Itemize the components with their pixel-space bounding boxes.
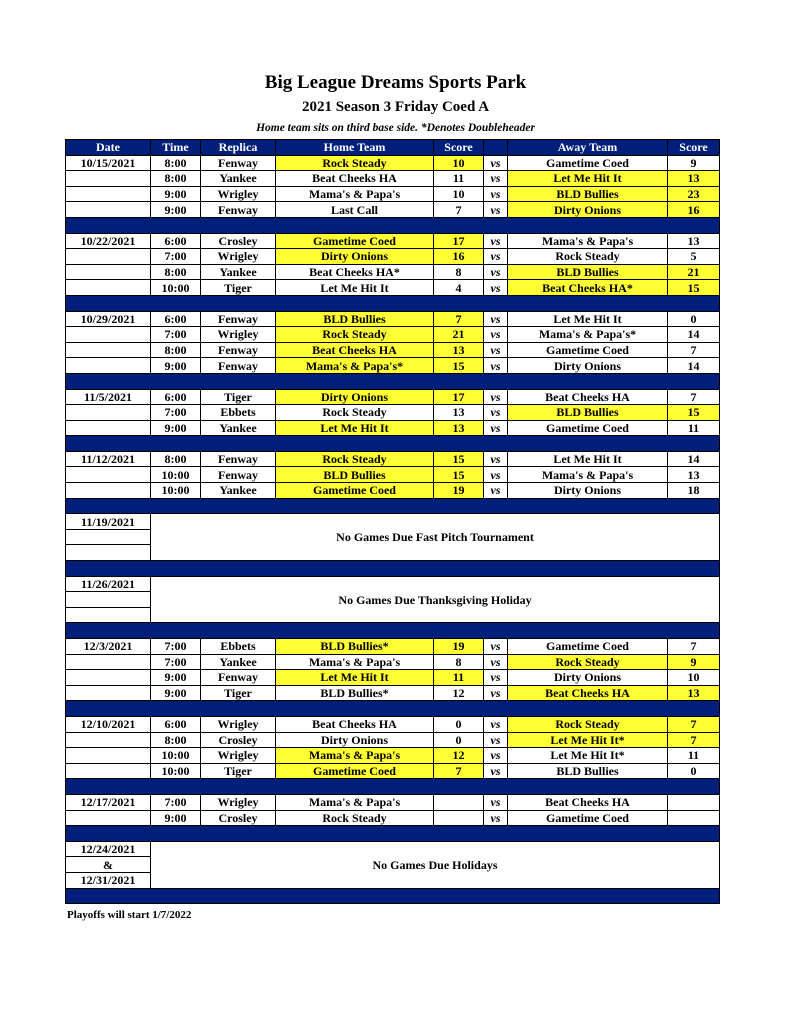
vs-label: vs <box>484 202 508 218</box>
home-team-cell: Mama's & Papa's* <box>276 358 434 374</box>
game-row <box>66 389 720 405</box>
home-team-cell: Gametime Coed <box>276 233 434 249</box>
time-cell: 9:00 <box>151 202 201 218</box>
vs-label: vs <box>484 467 508 483</box>
home-team-cell: Beat Cheeks HA <box>276 171 434 187</box>
date-cell <box>66 420 151 436</box>
home-score-cell: 17 <box>434 389 484 405</box>
week-separator <box>66 701 720 717</box>
date-cell <box>66 405 151 421</box>
field-cell: Wrigley <box>201 748 276 764</box>
column-header: Score <box>434 140 484 156</box>
away-score-cell: 7 <box>668 732 720 748</box>
date-cell <box>66 810 151 826</box>
away-score-cell: 0 <box>668 311 720 327</box>
game-row <box>66 451 720 467</box>
vs-label: vs <box>484 280 508 296</box>
home-team-cell: Dirty Onions <box>276 249 434 265</box>
no-games-message: No Games Due Fast Pitch Tournament <box>151 514 720 561</box>
week-separator <box>66 217 720 233</box>
time-cell: 10:00 <box>151 280 201 296</box>
away-team-cell: Beat Cheeks HA <box>508 389 668 405</box>
home-team-cell: Mama's & Papa's <box>276 748 434 764</box>
away-score-cell <box>668 794 720 810</box>
vs-label: vs <box>484 311 508 327</box>
game-row <box>66 716 720 732</box>
date-cell: 12/24/2021 <box>66 841 151 857</box>
home-score-cell <box>434 810 484 826</box>
field-cell: Ebbets <box>201 405 276 421</box>
field-cell: Crosley <box>201 732 276 748</box>
vs-label: vs <box>484 186 508 202</box>
vs-label: vs <box>484 451 508 467</box>
away-team-cell: BLD Bullies <box>508 763 668 779</box>
home-score-cell: 19 <box>434 639 484 655</box>
game-row <box>66 342 720 358</box>
vs-label: vs <box>484 264 508 280</box>
week-separator <box>66 888 720 904</box>
home-team-cell: BLD Bullies <box>276 467 434 483</box>
home-score-cell: 7 <box>434 311 484 327</box>
column-header: Score <box>668 140 720 156</box>
time-cell: 6:00 <box>151 233 201 249</box>
vs-label: vs <box>484 233 508 249</box>
date-cell: 12/31/2021 <box>66 872 151 888</box>
field-cell: Yankee <box>201 654 276 670</box>
away-team-cell: Dirty Onions <box>508 670 668 686</box>
away-team-cell: Gametime Coed <box>508 420 668 436</box>
away-team-cell: Mama's & Papa's* <box>508 327 668 343</box>
column-header: Date <box>66 140 151 156</box>
away-team-cell: Let Me Hit It* <box>508 748 668 764</box>
home-score-cell: 13 <box>434 405 484 421</box>
field-cell: Wrigley <box>201 794 276 810</box>
game-row <box>66 327 720 343</box>
message-row <box>66 576 720 592</box>
date-cell <box>66 685 151 701</box>
date-cell: 11/26/2021 <box>66 576 151 592</box>
week-separator <box>66 561 720 577</box>
date-cell <box>66 186 151 202</box>
field-cell: Fenway <box>201 670 276 686</box>
field-cell: Crosley <box>201 233 276 249</box>
date-cell <box>66 545 151 561</box>
time-cell: 10:00 <box>151 467 201 483</box>
away-score-cell: 13 <box>668 685 720 701</box>
field-cell: Yankee <box>201 420 276 436</box>
time-cell: 9:00 <box>151 420 201 436</box>
home-score-cell: 10 <box>434 155 484 171</box>
date-cell <box>66 763 151 779</box>
away-team-cell: BLD Bullies <box>508 264 668 280</box>
page-title: Big League Dreams Sports Park <box>264 72 527 93</box>
vs-label: vs <box>484 639 508 655</box>
message-row <box>66 514 720 530</box>
time-cell: 6:00 <box>151 311 201 327</box>
game-row <box>66 186 720 202</box>
date-cell <box>66 202 151 218</box>
time-cell: 8:00 <box>151 171 201 187</box>
time-cell: 9:00 <box>151 685 201 701</box>
home-score-cell <box>434 794 484 810</box>
field-cell: Wrigley <box>201 249 276 265</box>
field-cell: Fenway <box>201 467 276 483</box>
away-score-cell: 16 <box>668 202 720 218</box>
date-cell <box>66 529 151 545</box>
away-team-cell: Beat Cheeks HA <box>508 685 668 701</box>
field-cell: Wrigley <box>201 716 276 732</box>
no-games-message: No Games Due Thanksgiving Holiday <box>151 576 720 623</box>
away-team-cell: Beat Cheeks HA <box>508 794 668 810</box>
away-score-cell: 21 <box>668 264 720 280</box>
home-team-cell: Dirty Onions <box>276 732 434 748</box>
week-separator <box>66 779 720 795</box>
away-score-cell: 11 <box>668 748 720 764</box>
vs-label: vs <box>484 794 508 810</box>
away-score-cell: 14 <box>668 451 720 467</box>
time-cell: 8:00 <box>151 155 201 171</box>
away-team-cell: Mama's & Papa's <box>508 233 668 249</box>
home-score-cell: 0 <box>434 716 484 732</box>
date-cell: 12/17/2021 <box>66 794 151 810</box>
home-score-cell: 11 <box>434 171 484 187</box>
away-score-cell: 15 <box>668 280 720 296</box>
home-team-cell: Gametime Coed <box>276 763 434 779</box>
game-row <box>66 670 720 686</box>
vs-label: vs <box>484 155 508 171</box>
away-score-cell: 9 <box>668 155 720 171</box>
date-cell <box>66 358 151 374</box>
away-score-cell: 11 <box>668 420 720 436</box>
home-team-cell: Beat Cheeks HA <box>276 716 434 732</box>
time-cell: 7:00 <box>151 654 201 670</box>
away-team-cell: Gametime Coed <box>508 155 668 171</box>
field-cell: Tiger <box>201 763 276 779</box>
time-cell: 9:00 <box>151 358 201 374</box>
home-team-cell: BLD Bullies* <box>276 685 434 701</box>
column-header: Time <box>151 140 201 156</box>
away-score-cell: 7 <box>668 342 720 358</box>
week-separator <box>66 623 720 639</box>
time-cell: 8:00 <box>151 264 201 280</box>
away-team-cell: Let Me Hit It <box>508 311 668 327</box>
away-score-cell: 0 <box>668 763 720 779</box>
date-cell: 10/15/2021 <box>66 155 151 171</box>
away-team-cell: Gametime Coed <box>508 810 668 826</box>
away-team-cell: BLD Bullies <box>508 405 668 421</box>
home-score-cell: 16 <box>434 249 484 265</box>
date-cell <box>66 467 151 483</box>
week-separator <box>66 436 720 452</box>
away-team-cell: Rock Steady <box>508 654 668 670</box>
date-cell: 12/3/2021 <box>66 639 151 655</box>
field-cell: Fenway <box>201 155 276 171</box>
time-cell: 6:00 <box>151 716 201 732</box>
message-row <box>66 841 720 857</box>
time-cell: 10:00 <box>151 483 201 499</box>
field-cell: Fenway <box>201 311 276 327</box>
away-team-cell: Let Me Hit It <box>508 451 668 467</box>
home-team-cell: Gametime Coed <box>276 483 434 499</box>
game-row <box>66 639 720 655</box>
away-score-cell: 14 <box>668 358 720 374</box>
column-header <box>484 140 508 156</box>
vs-label: vs <box>484 763 508 779</box>
home-score-cell: 11 <box>434 670 484 686</box>
game-row <box>66 654 720 670</box>
date-cell <box>66 483 151 499</box>
home-score-cell: 8 <box>434 264 484 280</box>
away-score-cell: 10 <box>668 670 720 686</box>
game-row <box>66 405 720 421</box>
date-cell <box>66 171 151 187</box>
away-team-cell: Let Me Hit It* <box>508 732 668 748</box>
home-team-cell: Dirty Onions <box>276 389 434 405</box>
away-score-cell: 23 <box>668 186 720 202</box>
home-team-cell: Rock Steady <box>276 451 434 467</box>
home-score-cell: 15 <box>434 467 484 483</box>
date-cell <box>66 607 151 623</box>
game-row <box>66 155 720 171</box>
home-team-cell: Let Me Hit It <box>276 420 434 436</box>
game-row <box>66 810 720 826</box>
away-score-cell <box>668 810 720 826</box>
vs-label: vs <box>484 732 508 748</box>
home-score-cell: 10 <box>434 186 484 202</box>
game-row <box>66 794 720 810</box>
away-score-cell: 7 <box>668 639 720 655</box>
away-team-cell: Gametime Coed <box>508 639 668 655</box>
vs-label: vs <box>484 810 508 826</box>
away-score-cell: 13 <box>668 171 720 187</box>
game-row <box>66 233 720 249</box>
field-cell: Yankee <box>201 171 276 187</box>
time-cell: 7:00 <box>151 794 201 810</box>
home-score-cell: 8 <box>434 654 484 670</box>
date-cell <box>66 670 151 686</box>
field-cell: Ebbets <box>201 639 276 655</box>
game-row <box>66 249 720 265</box>
field-cell: Fenway <box>201 451 276 467</box>
field-cell: Tiger <box>201 685 276 701</box>
date-cell: 11/19/2021 <box>66 514 151 530</box>
away-score-cell: 5 <box>668 249 720 265</box>
home-score-cell: 13 <box>434 420 484 436</box>
time-cell: 9:00 <box>151 810 201 826</box>
date-cell <box>66 654 151 670</box>
home-team-cell: BLD Bullies* <box>276 639 434 655</box>
vs-label: vs <box>484 389 508 405</box>
field-cell: Tiger <box>201 280 276 296</box>
time-cell: 10:00 <box>151 748 201 764</box>
time-cell: 10:00 <box>151 763 201 779</box>
time-cell: 7:00 <box>151 639 201 655</box>
week-separator <box>66 373 720 389</box>
away-score-cell: 9 <box>668 654 720 670</box>
vs-label: vs <box>484 654 508 670</box>
game-row <box>66 202 720 218</box>
playoffs-footer: Playoffs will start 1/7/2022 <box>67 909 192 921</box>
field-cell: Wrigley <box>201 327 276 343</box>
game-row <box>66 685 720 701</box>
date-cell: 11/5/2021 <box>66 389 151 405</box>
home-score-cell: 19 <box>434 483 484 499</box>
date-cell: 10/22/2021 <box>66 233 151 249</box>
date-cell <box>66 264 151 280</box>
away-team-cell: Rock Steady <box>508 249 668 265</box>
vs-label: vs <box>484 483 508 499</box>
schedule-note: Home team sits on third base side. *Denotes Doubleheader <box>256 122 535 134</box>
no-games-message: No Games Due Holidays <box>151 841 720 888</box>
away-team-cell: BLD Bullies <box>508 186 668 202</box>
away-team-cell: Let Me Hit It <box>508 171 668 187</box>
time-cell: 8:00 <box>151 342 201 358</box>
away-score-cell: 15 <box>668 405 720 421</box>
time-cell: 8:00 <box>151 451 201 467</box>
column-header: Replica <box>201 140 276 156</box>
game-row <box>66 420 720 436</box>
date-cell: 11/12/2021 <box>66 451 151 467</box>
field-cell: Wrigley <box>201 186 276 202</box>
date-cell: 12/10/2021 <box>66 716 151 732</box>
game-row <box>66 264 720 280</box>
away-score-cell: 7 <box>668 389 720 405</box>
away-team-cell: Dirty Onions <box>508 483 668 499</box>
time-cell: 7:00 <box>151 249 201 265</box>
home-score-cell: 12 <box>434 748 484 764</box>
week-separator <box>66 295 720 311</box>
date-cell <box>66 732 151 748</box>
home-team-cell: BLD Bullies <box>276 311 434 327</box>
vs-label: vs <box>484 748 508 764</box>
home-team-cell: Rock Steady <box>276 405 434 421</box>
vs-label: vs <box>484 342 508 358</box>
time-cell: 7:00 <box>151 405 201 421</box>
column-header: Away Team <box>508 140 668 156</box>
vs-label: vs <box>484 420 508 436</box>
home-team-cell: Last Call <box>276 202 434 218</box>
away-team-cell: Beat Cheeks HA* <box>508 280 668 296</box>
week-separator <box>66 498 720 514</box>
field-cell: Crosley <box>201 810 276 826</box>
home-score-cell: 15 <box>434 451 484 467</box>
time-cell: 7:00 <box>151 327 201 343</box>
home-team-cell: Let Me Hit It <box>276 670 434 686</box>
away-team-cell: Mama's & Papa's <box>508 467 668 483</box>
home-score-cell: 21 <box>434 327 484 343</box>
date-cell <box>66 748 151 764</box>
game-row <box>66 311 720 327</box>
vs-label: vs <box>484 171 508 187</box>
date-cell <box>66 280 151 296</box>
time-cell: 9:00 <box>151 186 201 202</box>
away-team-cell: Rock Steady <box>508 716 668 732</box>
away-score-cell: 13 <box>668 467 720 483</box>
game-row <box>66 763 720 779</box>
home-team-cell: Rock Steady <box>276 327 434 343</box>
away-team-cell: Dirty Onions <box>508 358 668 374</box>
field-cell: Fenway <box>201 358 276 374</box>
time-cell: 6:00 <box>151 389 201 405</box>
date-cell <box>66 249 151 265</box>
column-header: Home Team <box>276 140 434 156</box>
home-score-cell: 13 <box>434 342 484 358</box>
home-team-cell: Let Me Hit It <box>276 280 434 296</box>
home-team-cell: Rock Steady <box>276 155 434 171</box>
away-team-cell: Dirty Onions <box>508 202 668 218</box>
game-row <box>66 748 720 764</box>
game-row <box>66 483 720 499</box>
header-row <box>66 140 720 156</box>
away-team-cell: Gametime Coed <box>508 342 668 358</box>
game-row <box>66 467 720 483</box>
home-score-cell: 17 <box>434 233 484 249</box>
game-row <box>66 358 720 374</box>
home-team-cell: Beat Cheeks HA* <box>276 264 434 280</box>
date-cell: 10/29/2021 <box>66 311 151 327</box>
time-cell: 8:00 <box>151 732 201 748</box>
home-score-cell: 7 <box>434 763 484 779</box>
season-subtitle: 2021 Season 3 Friday Coed A <box>301 99 490 115</box>
week-separator <box>66 826 720 842</box>
date-cell <box>66 327 151 343</box>
vs-label: vs <box>484 249 508 265</box>
vs-label: vs <box>484 716 508 732</box>
vs-label: vs <box>484 405 508 421</box>
game-row <box>66 280 720 296</box>
home-team-cell: Mama's & Papa's <box>276 186 434 202</box>
field-cell: Tiger <box>201 389 276 405</box>
vs-label: vs <box>484 670 508 686</box>
vs-label: vs <box>484 358 508 374</box>
date-cell <box>66 342 151 358</box>
away-score-cell: 13 <box>668 233 720 249</box>
vs-label: vs <box>484 685 508 701</box>
home-score-cell: 0 <box>434 732 484 748</box>
away-score-cell: 14 <box>668 327 720 343</box>
home-team-cell: Beat Cheeks HA <box>276 342 434 358</box>
time-cell: 9:00 <box>151 670 201 686</box>
vs-label: vs <box>484 327 508 343</box>
home-score-cell: 7 <box>434 202 484 218</box>
field-cell: Yankee <box>201 483 276 499</box>
home-score-cell: 12 <box>434 685 484 701</box>
home-team-cell: Rock Steady <box>276 810 434 826</box>
date-cell <box>66 592 151 608</box>
away-score-cell: 18 <box>668 483 720 499</box>
home-team-cell: Mama's & Papa's <box>276 654 434 670</box>
home-score-cell: 15 <box>434 358 484 374</box>
date-cell: & <box>66 857 151 873</box>
home-team-cell: Mama's & Papa's <box>276 794 434 810</box>
game-row <box>66 171 720 187</box>
home-score-cell: 4 <box>434 280 484 296</box>
away-score-cell: 7 <box>668 716 720 732</box>
schedule-table <box>65 139 720 904</box>
field-cell: Fenway <box>201 202 276 218</box>
field-cell: Fenway <box>201 342 276 358</box>
field-cell: Yankee <box>201 264 276 280</box>
game-row <box>66 732 720 748</box>
